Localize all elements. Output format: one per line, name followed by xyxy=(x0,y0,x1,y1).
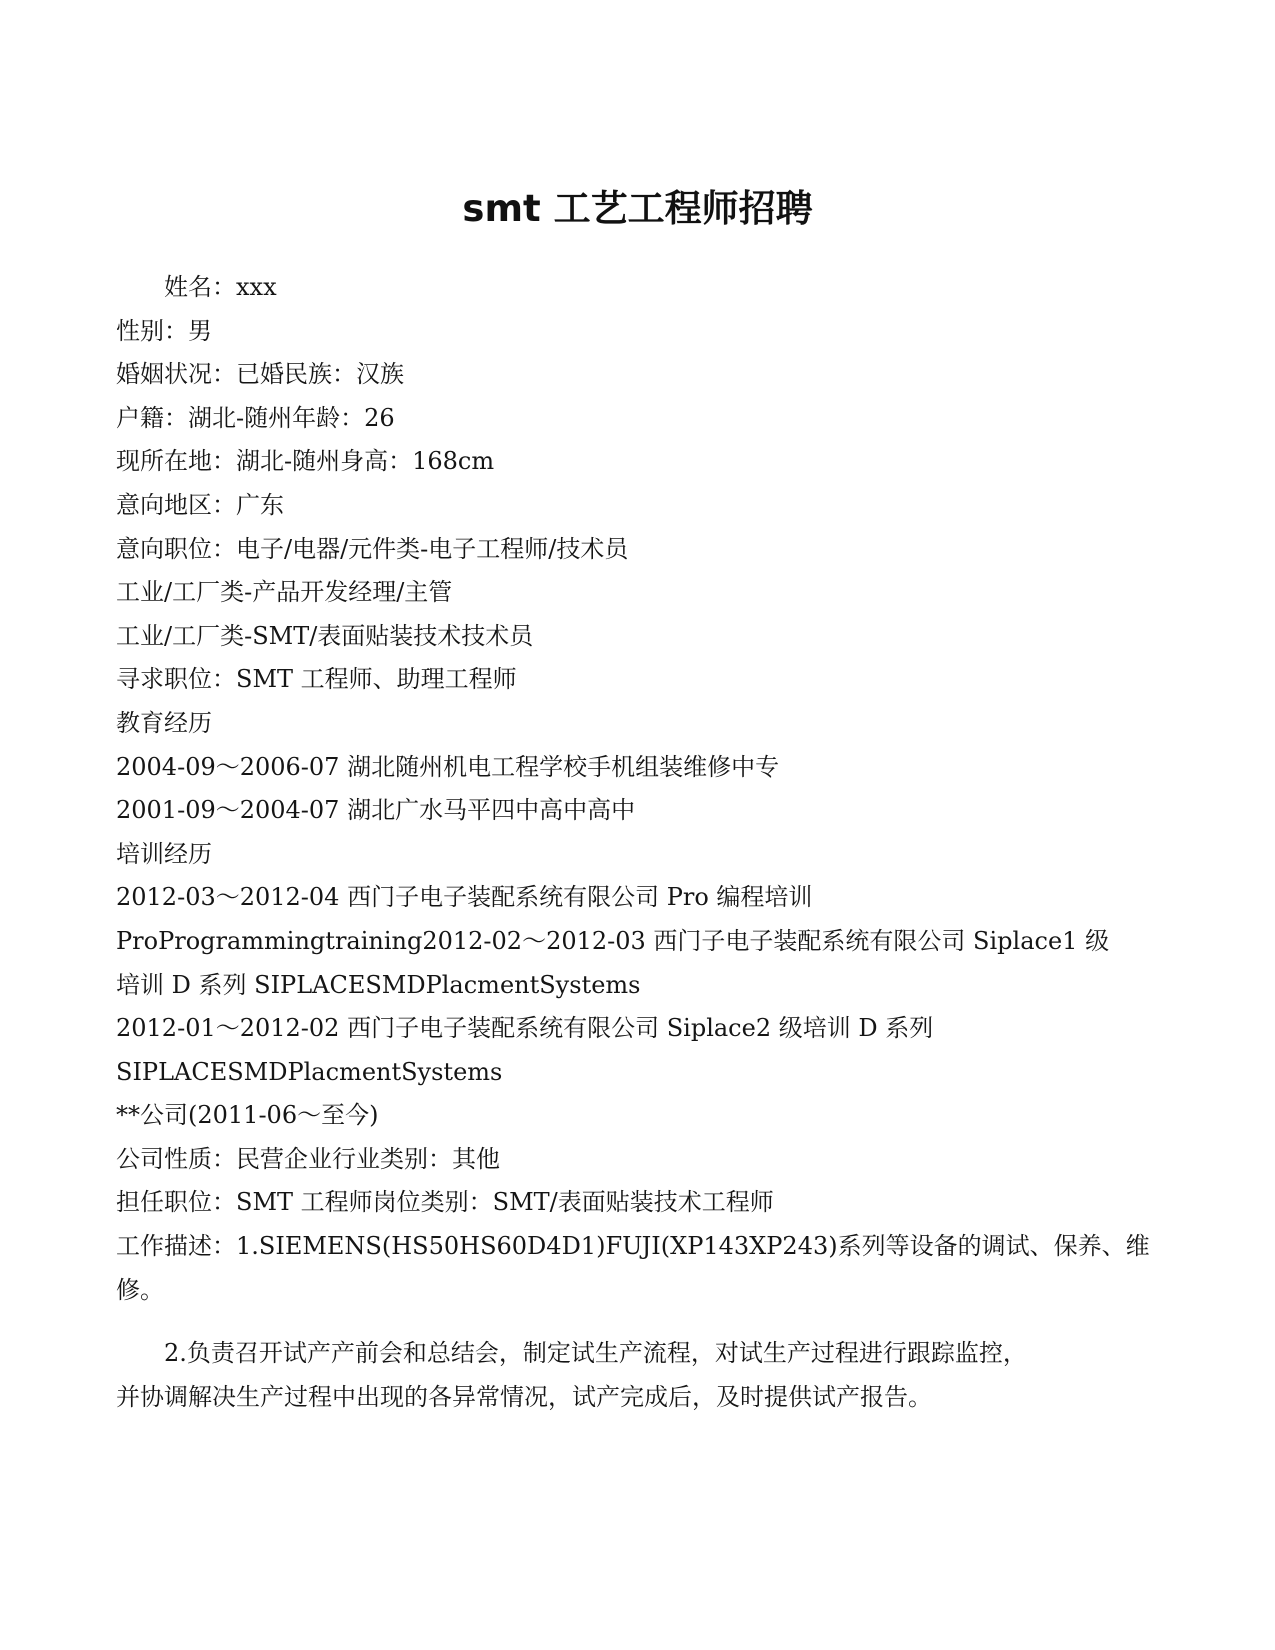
education-entry: 2004-09～2006-07 湖北随州机电工程学校手机组装维修中专 xyxy=(116,752,780,781)
education-entry: 2001-09～2004-07 湖北广水马平四中高中高中 xyxy=(116,796,636,825)
training-entry: ProProgrammingtraining2012-02～2012-03 西门子电子装配系统有限公司 Siplace1 级 xyxy=(116,926,1110,955)
training-entry: 2012-01～2012-02 西门子电子装配系统有限公司 Siplace2 级培训 D 系列 xyxy=(116,1014,934,1043)
hukou-age-line: 户籍：湖北-随州年龄：26 xyxy=(116,403,395,432)
paragraph-spacer xyxy=(116,1312,1136,1332)
desired-position-line: 意向职位：电子/电器/元件类-电子工程师/技术员 xyxy=(116,534,629,563)
training-entry-continued: SIPLACESMDPlacmentSystems xyxy=(116,1057,503,1086)
marital-ethnicity-line: 婚姻状况：已婚民族：汉族 xyxy=(116,360,404,389)
training-heading: 培训经历 xyxy=(116,839,212,868)
location-height-line: 现所在地：湖北-随州身高：168cm xyxy=(116,447,495,476)
job-title-line: 担任职位：SMT 工程师岗位类别：SMT/表面贴装技术工程师 xyxy=(116,1188,774,1217)
resume-body xyxy=(116,266,1150,1419)
duty-paragraph-line-1: 2.负责召开试产产前会和总结会，制定试生产流程，对试生产过程进行跟踪监控， xyxy=(164,1339,1027,1368)
training-entry: 2012-03～2012-04 西门子电子装配系统有限公司 Pro 编程培训 xyxy=(116,883,813,912)
education-heading: 教育经历 xyxy=(116,708,212,737)
document-title: smt 工艺工程师招聘 xyxy=(462,187,813,230)
duty-paragraph-line-2: 并协调解决生产过程中出现的各异常情况，试产完成后，及时提供试产报告。 xyxy=(116,1382,932,1411)
company-nature-line: 公司性质：民营企业行业类别：其他 xyxy=(116,1144,500,1173)
sought-position-line: 寻求职位：SMT 工程师、助理工程师 xyxy=(116,665,517,694)
gender-line: 性别：男 xyxy=(116,316,212,345)
job-description-line: 工作描述：1.SIEMENS(HS50HS60D4D1)FUJI(XP143XP243)系列等设备的调试、保养、维 xyxy=(116,1232,1150,1261)
desired-position-line-2: 工业/工厂类-产品开发经理/主管 xyxy=(116,578,453,607)
desired-position-line-3: 工业/工厂类-SMT/表面贴装技术技术员 xyxy=(116,621,534,650)
training-entry-continued: 培训 D 系列 SIPLACESMDPlacmentSystems xyxy=(116,970,641,999)
job-description-continued: 修。 xyxy=(116,1275,164,1304)
name-line: 姓名：xxx xyxy=(164,273,277,301)
desired-region-line: 意向地区：广东 xyxy=(116,490,284,519)
work-company-line: **公司(2011-06～至今) xyxy=(116,1101,379,1130)
